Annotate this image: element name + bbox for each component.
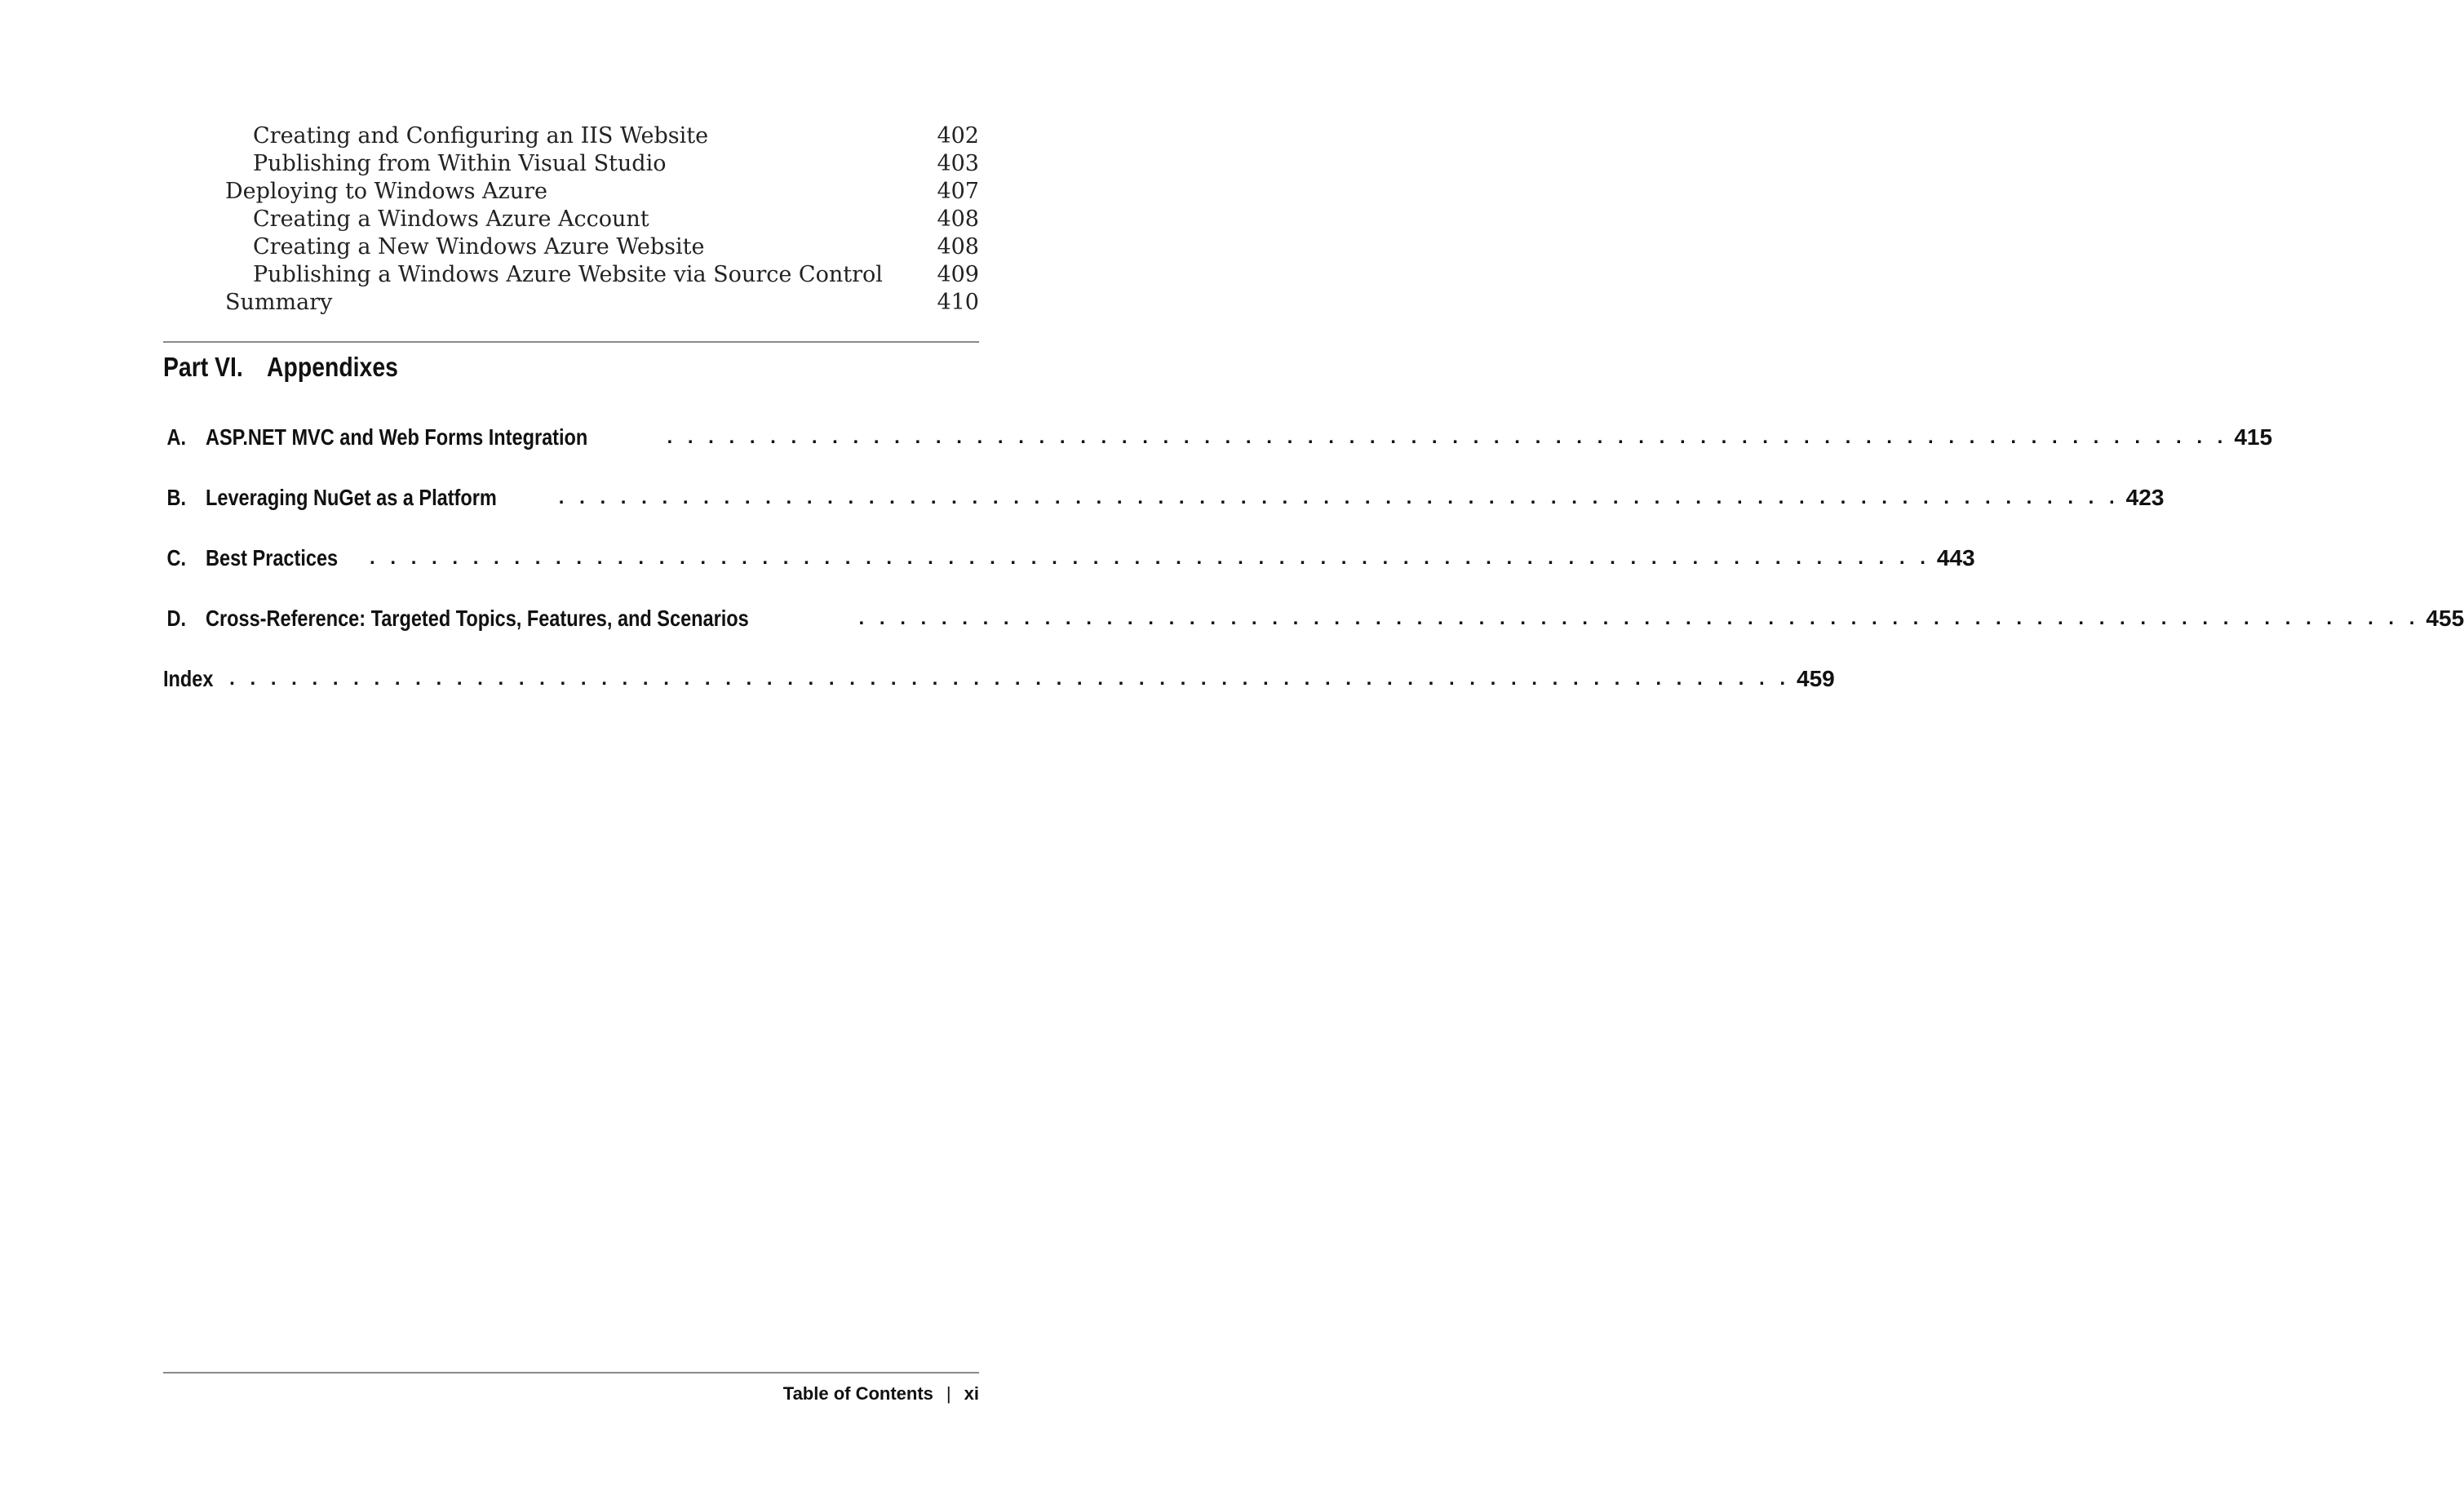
toc-entry-label: Creating a Windows Azure Account — [253, 206, 649, 232]
toc-entry[interactable] — [163, 233, 979, 261]
toc-entry-label: Summary — [225, 290, 333, 315]
toc-continuation — [163, 122, 979, 317]
toc-entry-page: 410 — [937, 290, 979, 315]
appendix-page: 443 — [1936, 545, 1975, 570]
part-title: Appendixes — [267, 352, 398, 382]
footer-section-title: Table of Contents — [782, 1383, 933, 1404]
appendix-title: Leveraging NuGet as a Platform — [206, 485, 497, 510]
toc-entry[interactable] — [163, 178, 979, 206]
toc-entry[interactable] — [163, 206, 979, 233]
appendix-title: ASP.NET MVC and Web Forms Integration — [206, 424, 588, 450]
appendix-page: 455 — [2426, 606, 2464, 631]
toc-entry[interactable] — [163, 289, 979, 317]
dot-leader: . . . . . . . . . . . . . . . . . . . . . . . . . . . . . . . . . . . . . . . . . . . . . . . . . . . . . . . . . . . . . . . . . . . . . . . . . . . . — [229, 668, 1791, 690]
appendix-letter: A. — [166, 424, 186, 450]
appendix-letter: D. — [166, 606, 186, 631]
part-heading — [163, 349, 398, 385]
appendix-letter: C. — [166, 545, 186, 570]
index-page: 459 — [1797, 666, 1835, 691]
toc-entry-page: 403 — [937, 151, 979, 176]
appendix-title: Cross-Reference: Targeted Topics, Features, and Scenarios — [206, 606, 749, 631]
toc-entry-label: Creating and Configuring an IIS Website — [253, 123, 709, 149]
toc-entry-page: 408 — [937, 206, 979, 232]
toc-entry-label: Creating a New Windows Azure Website — [253, 234, 705, 260]
toc-entry-page: 408 — [937, 234, 979, 260]
section-divider — [163, 341, 979, 343]
toc-entry[interactable] — [163, 150, 979, 178]
dot-leader: . . . . . . . . . . . . . . . . . . . . . . . . . . . . . . . . . . . . . . . . . . . . . . . . . . . . . . . . . . . . . . . . . . . . . . . . . . . . — [858, 607, 2420, 629]
toc-entry-label: Deploying to Windows Azure — [225, 179, 548, 204]
appendix-title: Best Practices — [206, 545, 339, 570]
part-number: Part VI. — [163, 352, 243, 382]
toc-entry[interactable] — [163, 122, 979, 150]
appendix-page: 423 — [2125, 485, 2165, 510]
toc-entry-label: Publishing from Within Visual Studio — [253, 151, 667, 176]
appendix-letter: B. — [166, 485, 186, 510]
appendix-entry[interactable] — [163, 421, 2273, 454]
index-entry[interactable] — [163, 663, 1835, 695]
toc-entry-label: Publishing a Windows Azure Website via Source Control — [253, 262, 883, 287]
toc-entry[interactable] — [163, 261, 979, 289]
appendix-entry[interactable] — [163, 482, 2165, 514]
toc-entry-page: 409 — [937, 262, 979, 287]
toc-entry-page: 407 — [937, 179, 979, 204]
dot-leader: . . . . . . . . . . . . . . . . . . . . . . . . . . . . . . . . . . . . . . . . . . . . . . . . . . . . . . . . . . . . . . . . . . . . . . . . . . . . — [558, 486, 2120, 508]
footer-page-number: xi — [964, 1383, 979, 1404]
footer-divider — [163, 1372, 979, 1374]
page-footer — [163, 1379, 979, 1409]
appendix-entry[interactable] — [163, 542, 1975, 575]
appendix-entry[interactable] — [163, 602, 2464, 635]
toc-entry-page: 402 — [937, 123, 979, 149]
index-title: Index — [163, 666, 214, 691]
footer-separator: | — [946, 1383, 951, 1404]
dot-leader: . . . . . . . . . . . . . . . . . . . . . . . . . . . . . . . . . . . . . . . . . . . . . . . . . . . . . . . . . . . . . . . . . . . . . . . . . . . . — [370, 547, 1930, 569]
dot-leader: . . . . . . . . . . . . . . . . . . . . . . . . . . . . . . . . . . . . . . . . . . . . . . . . . . . . . . . . . . . . . . . . . . . . . . . . . . . . — [667, 426, 2228, 448]
toc-page — [163, 0, 2464, 1500]
appendix-page: 415 — [2234, 424, 2273, 450]
